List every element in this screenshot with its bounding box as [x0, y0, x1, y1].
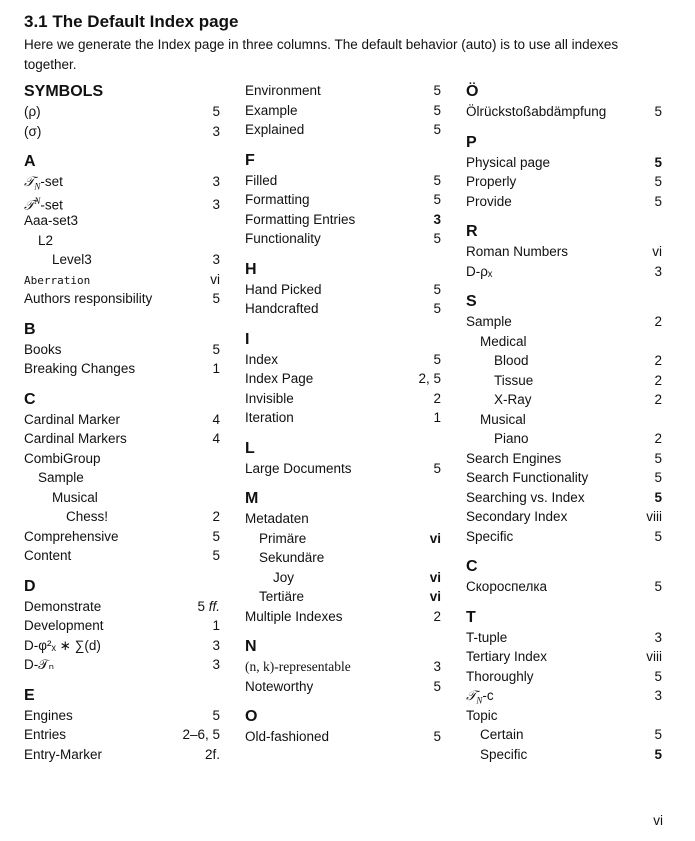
index-term: 𝒯$_N$-c [466, 688, 494, 706]
index-entry[interactable] [466, 332, 662, 352]
index-page-ref[interactable]: 5 [654, 579, 662, 594]
index-term: 𝒯$^N$-set [24, 195, 63, 212]
index-entry[interactable] [466, 192, 662, 212]
index-entry[interactable] [466, 371, 662, 391]
index-entry[interactable] [245, 280, 441, 300]
index-page-ref[interactable]: vi [429, 530, 441, 546]
index-term: D-φ²ₓ ∗ ∑(d) [24, 637, 101, 653]
index-page-ref[interactable]: 3 [433, 211, 441, 227]
index-page-ref[interactable]: 5 [654, 450, 662, 466]
index-letter-heading: S [466, 293, 477, 310]
index-term: Environment [245, 83, 321, 98]
index-letter-heading: Ö [466, 83, 479, 100]
index-page-ref[interactable]: 2 [433, 608, 441, 624]
index-page-ref[interactable]: 5 [433, 460, 441, 476]
index-entry[interactable] [466, 745, 662, 765]
index-entry[interactable] [466, 577, 662, 597]
index-term: Filled [245, 172, 278, 188]
index-term: Tertiary Index [466, 649, 548, 664]
index-letter-heading: P [466, 133, 477, 151]
index-page-ref[interactable]: 5 [654, 104, 662, 119]
index-term: Development [24, 618, 104, 633]
index-page-ref[interactable]: 5 [654, 193, 662, 209]
index-term: Tertiäre [259, 589, 305, 604]
index-entry[interactable] [24, 449, 220, 469]
index-page-ref[interactable]: 5 [433, 301, 441, 316]
index-page-ref[interactable]: 2 [433, 390, 441, 406]
index-term: Primäre [259, 530, 307, 546]
index-term: Searching vs. Index [466, 489, 585, 505]
index-entry[interactable] [466, 351, 662, 371]
index-term: Blood [494, 353, 529, 368]
index-entry[interactable] [24, 616, 220, 636]
index-entry[interactable] [245, 229, 441, 249]
index-entry[interactable] [466, 172, 662, 192]
index-page-ref[interactable]: viii [646, 649, 662, 664]
index-page-ref[interactable]: 5 [433, 678, 441, 694]
index-letter-heading: С [466, 558, 478, 575]
index-entry[interactable] [245, 607, 441, 627]
index-letter-heading: I [245, 330, 250, 348]
index-page-ref[interactable]: 4 [212, 431, 220, 446]
index-entry[interactable] [24, 340, 220, 360]
index-term: Tissue [494, 372, 534, 388]
index-entry[interactable] [24, 636, 220, 656]
index-term: Demonstrate [24, 598, 102, 614]
index-page-ref[interactable]: vi [210, 271, 220, 287]
index-term: Search Engines [466, 450, 562, 466]
index-entry[interactable] [24, 597, 220, 617]
index-term: Certain [480, 727, 524, 742]
index-letter-heading: H [245, 260, 257, 278]
index-page-ref[interactable]: 5 [654, 727, 662, 742]
index-page-ref[interactable]: 2 [212, 509, 220, 524]
index-page-ref[interactable]: 5 [212, 291, 220, 306]
page-number: vi [653, 813, 663, 828]
index-term: Authors responsibility [24, 291, 153, 306]
index-term: Cardinal Marker [24, 411, 121, 427]
index-entry[interactable] [24, 172, 220, 192]
index-page-ref[interactable]: 5 [433, 231, 441, 246]
index-page-ref[interactable]: vi [429, 589, 441, 604]
index-letter-heading: D [24, 577, 36, 595]
index-page-ref[interactable]: 1 [433, 410, 441, 425]
index-page-ref[interactable]: viii [646, 509, 662, 524]
index-entry[interactable] [24, 546, 220, 566]
index-term: CombiGroup [24, 450, 101, 466]
index-term: Handcrafted [245, 301, 319, 316]
index-entry[interactable] [24, 102, 220, 122]
index-page-ref[interactable]: 2 [654, 314, 662, 329]
index-term: Breaking Changes [24, 361, 136, 376]
index-entry[interactable] [245, 587, 441, 607]
index-letter-heading: F [245, 151, 255, 169]
index-page-ref[interactable]: 5 [212, 548, 220, 563]
index-entry[interactable] [245, 190, 441, 210]
index-page-ref[interactable]: 5 [654, 174, 662, 189]
index-term: Iteration [245, 410, 294, 425]
index-term: Musical [480, 411, 526, 427]
section-intro: Here we generate the Index page in three columns. The default behavior (auto) is to use all indexes together. [24, 37, 619, 72]
index-letter-heading: E [24, 686, 35, 704]
index-page-ref[interactable]: 3 [212, 637, 220, 653]
index-entry[interactable] [466, 410, 662, 430]
index-entry[interactable] [466, 153, 662, 173]
index-entry[interactable] [245, 727, 441, 747]
index-page-ref[interactable]: 5 [433, 102, 441, 118]
index-entry[interactable] [466, 312, 662, 332]
index-entry[interactable] [245, 548, 441, 568]
index-letter-heading: SYMBOLS [24, 83, 104, 100]
index-term: Musical [52, 489, 98, 505]
index-page-ref[interactable]: 5 [654, 528, 662, 544]
index-entry[interactable] [245, 350, 441, 370]
index-term: 𝒯$_N$-set [24, 174, 63, 192]
index-entry[interactable] [245, 568, 441, 588]
index-entry[interactable] [466, 242, 662, 262]
index-column-1 [24, 80, 220, 764]
index-term: Chess! [66, 509, 109, 524]
index-term: Comprehensive [24, 528, 119, 544]
index-page-ref[interactable]: 3 [212, 657, 220, 672]
index-entry[interactable] [24, 527, 220, 547]
index-entry[interactable] [24, 250, 220, 270]
index-page-ref[interactable]: 5 [433, 281, 441, 297]
index-term: Index Page [245, 371, 314, 386]
index-term: Entry-Marker [24, 746, 103, 762]
index-entry[interactable] [466, 468, 662, 488]
index-page-ref[interactable]: 3 [654, 629, 662, 645]
section-title: 3.1 The Default Index page [24, 12, 239, 31]
index-term: Engines [24, 707, 73, 723]
index-page-ref[interactable]: 2 [654, 372, 662, 388]
index-page-ref[interactable]: vi [652, 244, 662, 259]
index-term: Large Documents [245, 460, 352, 476]
index-term: Medical [480, 333, 527, 349]
index-entry[interactable] [245, 529, 441, 549]
index-term: D-𝒯ₙ [24, 657, 54, 672]
index-page-ref[interactable]: 5 [212, 528, 220, 544]
index-page-ref[interactable]: vi [429, 569, 441, 585]
index-term: Invisible [245, 390, 294, 406]
index-entry[interactable] [245, 677, 441, 697]
index-entry[interactable] [245, 81, 441, 101]
index-letter-heading: R [466, 223, 478, 240]
index-term: Explained [245, 122, 305, 137]
index-term: Aaa-set3 [24, 213, 79, 228]
index-entry[interactable] [466, 647, 662, 667]
index-term: Hand Picked [245, 281, 322, 297]
index-page-ref[interactable]: 2f. [204, 746, 220, 762]
index-entry[interactable] [466, 449, 662, 469]
index-entry[interactable] [24, 655, 220, 675]
index-term: Content [24, 548, 72, 563]
index-entry[interactable] [24, 359, 220, 379]
index-page-ref[interactable]: 2 [654, 353, 662, 368]
index-entry[interactable] [466, 488, 662, 508]
index-page-ref[interactable]: 5 [433, 351, 441, 367]
index-term: Properly [466, 174, 517, 189]
index-term: Topic [466, 707, 498, 723]
index-page-ref[interactable]: 2 [654, 431, 662, 446]
index-page-ref[interactable]: 3 [212, 197, 220, 212]
index-entry[interactable] [24, 231, 220, 251]
index-letter-heading: N [245, 638, 257, 655]
index-page-ref[interactable]: 3 [212, 252, 220, 267]
index-term: Thoroughly [466, 668, 534, 684]
index-page-ref[interactable]: 5 [212, 707, 220, 723]
index-term: L2 [38, 232, 54, 248]
index-entry[interactable] [245, 299, 441, 319]
index-term: Multiple Indexes [245, 608, 343, 624]
index-term: Specific [480, 746, 528, 762]
index-entry[interactable] [24, 507, 220, 527]
index-page-ref[interactable]: 4 [212, 411, 220, 427]
index-entry[interactable] [24, 289, 220, 309]
index-letter-heading: T [466, 608, 476, 626]
index-term: Metadaten [245, 511, 309, 526]
index-entry[interactable] [24, 706, 220, 726]
index-term: (σ) [24, 123, 42, 139]
index-term: Specific [466, 528, 514, 544]
index-page-ref[interactable]: 5 ff. [197, 598, 220, 614]
index-entry[interactable] [245, 101, 441, 121]
index-term: Sekundäre [259, 550, 325, 565]
index-entry[interactable] [245, 389, 441, 409]
index-entry[interactable] [24, 429, 220, 449]
index-entry[interactable] [24, 468, 220, 488]
index-letter-heading: A [24, 153, 36, 170]
index-entry[interactable] [24, 211, 220, 231]
index-term: Index [245, 351, 279, 367]
index-entry[interactable] [245, 120, 441, 140]
index-term: Secondary Index [466, 509, 568, 524]
index-entry[interactable] [245, 369, 441, 389]
index-page-ref[interactable]: 5 [654, 489, 662, 505]
index-entry[interactable] [466, 262, 662, 282]
index-column-2 [245, 81, 441, 747]
index-term: Sample [38, 470, 84, 485]
index-term: Entries [24, 727, 67, 742]
index-entry[interactable] [466, 628, 662, 648]
index-term: (n, k)-representable [245, 659, 351, 674]
index-term: D-ρₓ [466, 263, 493, 279]
index-term: Sample [466, 314, 512, 329]
index-letter-heading: O [245, 708, 258, 725]
index-entry[interactable] [245, 459, 441, 479]
index-term: T-tuple [466, 629, 508, 645]
index-term: Example [245, 102, 298, 118]
index-column-3 [466, 80, 662, 764]
index-entry[interactable] [24, 725, 220, 745]
index-entry[interactable] [245, 210, 441, 230]
index-page-ref[interactable]: 3 [654, 263, 662, 279]
index-entry[interactable] [466, 102, 662, 122]
index-page-ref[interactable]: 3 [433, 659, 441, 674]
index-page-ref[interactable]: 3 [212, 174, 220, 189]
index-page-ref[interactable]: 5 [654, 668, 662, 684]
index-term: Скороспелка [466, 579, 548, 594]
index-page-ref[interactable]: 3 [212, 123, 220, 139]
index-letter-heading: C [24, 390, 36, 408]
index-entry[interactable] [245, 408, 441, 428]
index-page-ref[interactable]: 5 [654, 746, 662, 762]
index-letter-heading: M [245, 490, 259, 507]
index-entry[interactable] [466, 507, 662, 527]
index-entry[interactable] [466, 429, 662, 449]
index-term: Old-fashioned [245, 729, 330, 744]
index-page-ref[interactable]: 3 [654, 688, 662, 703]
index-term: Aberration [24, 273, 91, 287]
index-letter-heading: B [24, 320, 36, 338]
index-term: Noteworthy [245, 678, 314, 694]
index-entry[interactable] [245, 171, 441, 191]
index-entry[interactable] [466, 706, 662, 726]
index-entry[interactable] [24, 488, 220, 508]
index-entry[interactable] [24, 270, 220, 290]
index-page-ref[interactable]: 5 [654, 470, 662, 485]
index-page-ref[interactable]: 1 [212, 361, 220, 376]
index-term: Books [24, 341, 62, 357]
index-term: (ρ) [24, 104, 41, 119]
index-term: Functionality [245, 231, 321, 246]
index-term: Physical page [466, 154, 551, 170]
index-page-ref[interactable]: 2–6, 5 [182, 727, 220, 742]
index-entry[interactable] [245, 657, 441, 677]
index-page-ref[interactable]: 5 [654, 154, 662, 170]
index-page-ref[interactable]: 5 [433, 172, 441, 188]
index-entry[interactable] [24, 192, 220, 212]
index-page-ref[interactable]: 2 [654, 392, 662, 407]
index-entry[interactable] [466, 667, 662, 687]
index-term: Ölrückstoßabdämpfung [466, 104, 607, 119]
index-term: X-Ray [494, 392, 532, 407]
index-page-ref[interactable]: 1 [212, 618, 220, 633]
index-term: Formatting Entries [245, 211, 356, 227]
index-letter-heading: L [245, 439, 255, 457]
index-page-ref[interactable]: 5 [212, 341, 220, 357]
index-term: Joy [273, 569, 295, 585]
index-term: Piano [494, 431, 529, 446]
index-page-ref[interactable]: 5 [433, 83, 441, 98]
index-entry[interactable] [24, 745, 220, 765]
index-entry[interactable] [24, 122, 220, 142]
index-page-ref[interactable]: 2, 5 [418, 371, 441, 386]
index-entry[interactable] [466, 527, 662, 547]
index-term: Level3 [52, 252, 92, 267]
index-page-ref[interactable]: 5 [212, 104, 220, 119]
index-entry[interactable] [466, 686, 662, 706]
index-term: Search Functionality [466, 470, 589, 485]
index-term: Roman Numbers [466, 244, 569, 259]
index-term: Cardinal Markers [24, 431, 127, 446]
index-page-ref[interactable]: 5 [433, 729, 441, 744]
index-entry[interactable] [466, 390, 662, 410]
index-term: Formatting [245, 192, 310, 207]
index-entry[interactable] [245, 509, 441, 529]
index-page-ref[interactable]: 5 [433, 122, 441, 137]
index-entry[interactable] [24, 410, 220, 430]
index-term: Provide [466, 193, 512, 209]
index-page-ref[interactable]: 5 [433, 192, 441, 207]
index-entry[interactable] [466, 725, 662, 745]
